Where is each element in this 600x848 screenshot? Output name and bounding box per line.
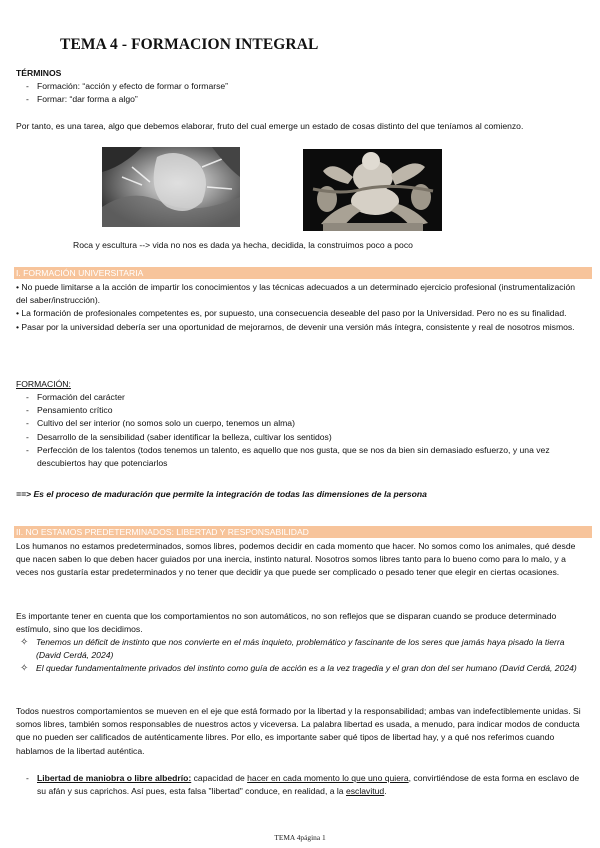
list-item: - Formación: “acción y efecto de formar o formarse” — [26, 80, 586, 93]
diamond-outline-icon: ✧ — [20, 637, 29, 648]
list-item: - Cultivo del ser interior (no somos solo un cuerpo, tenemos un alma) — [26, 417, 586, 430]
formacion-list — [26, 391, 586, 470]
terms-list — [26, 80, 586, 106]
list-item — [26, 772, 586, 798]
quote-text: Tenemos un déficit de instinto que nos convierte en el más inquieto, problemático y fascinante de los seres que jamás haya pisado la tierra (David Cerdá, 2024) — [36, 637, 565, 661]
section2-paragraph-3: Todos nuestros comportamientos se mueven en el eje que está formado por la libertad y la responsabilidad; ambas van indefectiblemente unidas. Si somos libres, también somos responsables de nuestros actos y viceversa. La palabra libertad es usada, a menudo, para indicar modos de conducta que no pueden ser calificados de auténticamente libres. Por ello, es importante saber qué tipos de libertad hay, y a qué nos referimos cuando hablamos de la libertad auténtica. — [16, 706, 581, 756]
list-item: - Formación del carácter — [26, 391, 586, 404]
list-item: - Pensamiento crítico — [26, 404, 586, 417]
terms-heading: TÉRMINOS — [16, 68, 62, 78]
section1-bullets — [16, 281, 586, 334]
sculpture-photo — [303, 149, 442, 231]
page-title: TEMA 4 - FORMACION INTEGRAL — [60, 36, 319, 53]
quote-item — [20, 636, 586, 662]
formacion-conclusion: ==> Es el proceso de maduración que permite la integración de todas las dimensiones de la persona — [16, 489, 427, 499]
libertad-text-a: capacidad de — [191, 773, 248, 783]
intro-paragraph: Por tanto, es una tarea, algo que debemos elaborar, fruto del cual emerge un estado de cosas distinto del que teníamos al comienzo. — [16, 121, 524, 131]
list-item: - Perfección de los talentos (todos tenemos un talento, es aquello que nos gusta, que se nos da bien sin demasiado esfuerzo, y una vez descubiertos hay que potenciarlos — [26, 444, 586, 470]
quote-item — [20, 662, 586, 675]
libertad-underlined-a: hacer en cada momento lo que uno quiera — [247, 773, 409, 783]
section2-paragraph-1: Los humanos no estamos predeterminados, somos libres, podemos decidir en cada momento que hacer. No somos como los animales, qué desde que nacen saben lo que deben hacer guiados por una inercia, instinto natural. Nosotros somos libres tanto para lo bueno como para lo malo, y a veces nos gustaría estar predeterminados y no tener que decidir ya que puede ser complicado o pesado tener que elegir en ciertas ocasiones. — [16, 541, 576, 578]
section-heading-libertad-responsabilidad: II. NO ESTAMOS PREDETERMINADOS: LIBERTAD Y RESPONSABILIDAD — [14, 526, 592, 538]
libertad-text-c: . — [384, 786, 387, 797]
list-item: - Formar: “dar forma a algo” — [26, 93, 586, 106]
libertad-underlined-b: esclavitud — [345, 786, 385, 797]
rock-water-photo — [102, 147, 240, 227]
quote-text: El quedar fundamentalmente privados del instinto como guía de acción es a la vez tragedia y el gran don del ser humano (David Cerdá, 2024) — [36, 663, 577, 674]
diamond-outline-icon: ✧ — [20, 663, 29, 675]
image-caption: Roca y escultura --> vida no nos es dada ya hecha, decidida, la construimos poco a poco — [73, 240, 413, 250]
formacion-heading: FORMACIÓN: — [16, 379, 71, 389]
bullet-item: • La formación de profesionales competentes es, por supuesto, una consecuencia deseable del paso por la Universidad. Pero no es su finalidad. — [16, 308, 567, 319]
libertad-list — [26, 772, 586, 798]
bullet-item: • Pasar por la universidad debería ser una oportunidad de mejorarnos, de devenir una versión más íntegra, consistente y real de nosotros mismos. — [16, 321, 575, 332]
bullet-item: • No puede limitarse a la acción de impartir los conocimientos y las técnicas adecuados a un determinado ejercicio profesional (instrumentalización del saber/instrucción). — [16, 282, 576, 306]
list-item: - Desarrollo de la sensibilidad (saber identificar la belleza, cultivar los sentidos) — [26, 431, 586, 444]
sculpture-illustration — [303, 149, 442, 231]
section2-paragraph-2: Es importante tener en cuenta que los comportamientos no son automáticos, no son reflejos que se disparan cuando se produce determinado estímulo, sino que los decidimos. — [16, 611, 557, 635]
libertad-term: Libertad de maniobra o libre albedrío: — [37, 773, 192, 783]
rock-water-illustration — [102, 147, 240, 227]
quotes-list — [20, 636, 586, 676]
section-heading-formacion-universitaria: I. FORMACIÓN UNIVERSITARIA — [14, 267, 592, 279]
libertad-text-b: , convirtiéndose de esta forma en esclavo de su afán y sus caprichos. Así pues, esta falsa "libertad" conduce, en realidad, a la — [37, 773, 580, 797]
page-footer: TEMA 4página 1 — [274, 833, 326, 842]
